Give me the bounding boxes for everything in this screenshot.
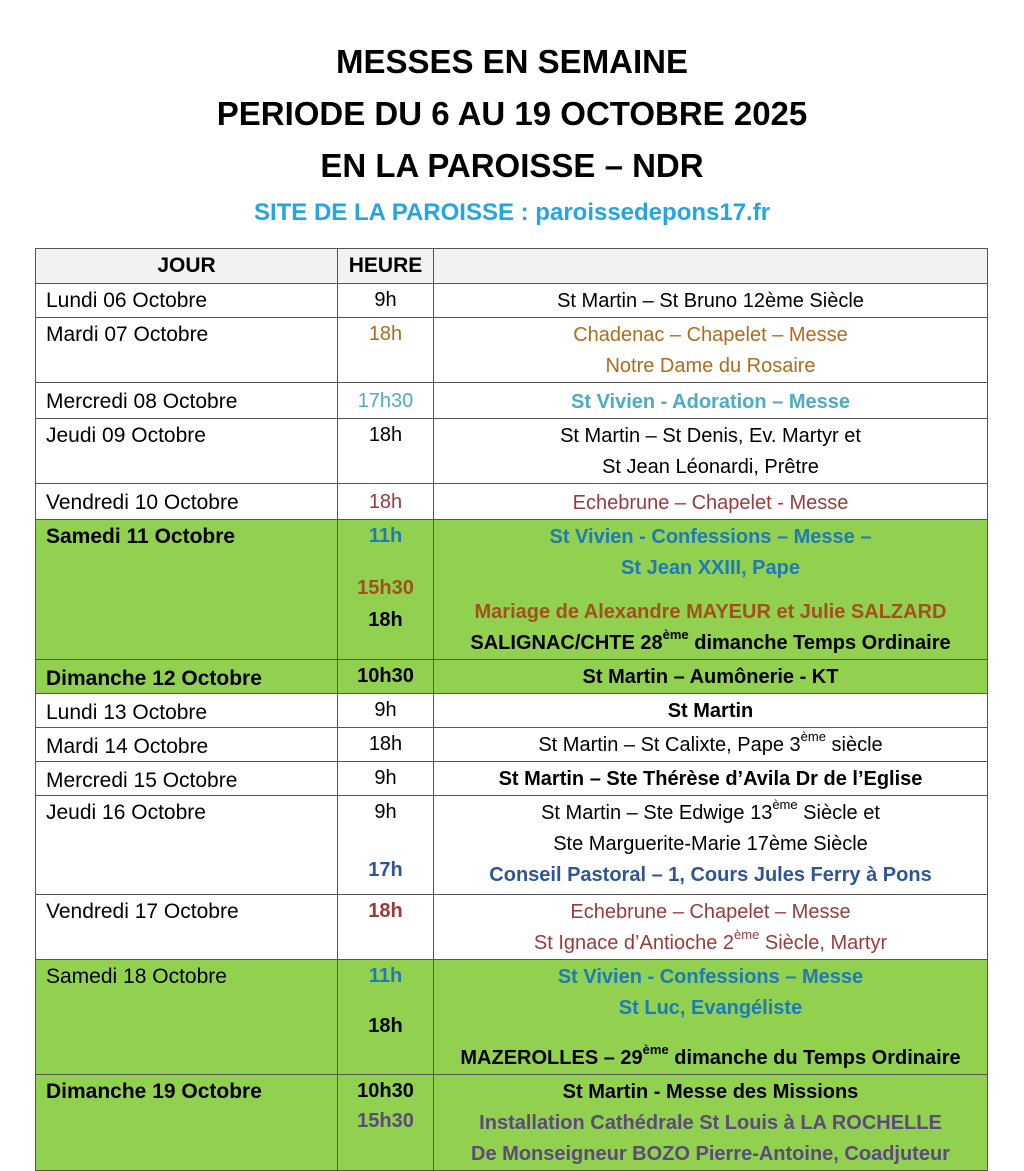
description-cell	[434, 796, 988, 895]
parish-title: EN LA PAROISSE – NDR	[320, 147, 704, 184]
description-line: St Martin	[667, 700, 754, 722]
schedule-row	[36, 762, 988, 796]
description-text: siècle	[825, 734, 883, 756]
schedule-row	[36, 660, 988, 694]
description-line: Notre Dame du Rosaire	[605, 355, 816, 377]
description-line	[434, 798, 987, 829]
schedule-row	[36, 694, 988, 728]
description-cell	[434, 419, 988, 484]
hour-cell	[338, 762, 434, 796]
hour-cell	[338, 484, 434, 520]
mass-time: 18h	[368, 491, 403, 513]
day-cell: Mercredi 08 Octobre	[36, 383, 338, 419]
description-line: St Martin – St Denis, Ev. Martyr et	[560, 425, 861, 447]
description-cell	[434, 895, 988, 960]
description-text: St Martin – St Calixte, Pape 3	[538, 734, 801, 756]
mass-time: 10h30	[357, 665, 414, 687]
hour-cell	[338, 960, 434, 1075]
description-line: St Martin – St Bruno 12ème Siècle	[557, 290, 864, 312]
schedule-row	[36, 520, 988, 660]
schedule-row	[36, 796, 988, 895]
day-cell: Mercredi 15 Octobre	[36, 762, 338, 796]
day-cell: Samedi 11 Octobre	[36, 520, 338, 660]
description-line	[434, 1043, 987, 1074]
mass-time: 18h	[368, 733, 403, 755]
hour-cell	[338, 1075, 434, 1171]
table-header-row	[36, 249, 988, 284]
description-cell	[434, 318, 988, 383]
description-line: St Jean XXIII, Pape	[621, 557, 800, 579]
description-line	[434, 730, 987, 761]
description-line: St Luc, Evangéliste	[618, 997, 803, 1019]
description-line: Chadenac – Chapelet – Messe	[573, 324, 848, 346]
description-text: St Ignace d’Antioche 2	[533, 932, 735, 954]
schedule-row	[36, 484, 988, 520]
day-cell: Mardi 14 Octobre	[36, 728, 338, 762]
description-line: Installation Cathédrale St Louis à LA ROCHELLE	[479, 1112, 942, 1134]
description-line: Conseil Pastoral – 1, Cours Jules Ferry à Pons	[489, 864, 932, 886]
mass-time: 11h	[368, 525, 403, 547]
schedule-row	[36, 419, 988, 484]
description-line: Echebrune – Chapelet - Messe	[572, 492, 849, 514]
hour-cell	[338, 520, 434, 660]
description-text: MAZEROLLES – 29	[460, 1047, 643, 1069]
hour-cell	[338, 694, 434, 728]
day-cell: Samedi 18 Octobre	[36, 960, 338, 1075]
hour-cell	[338, 796, 434, 895]
description-cell	[434, 694, 988, 728]
mass-time: 9h	[374, 767, 397, 789]
hour-cell	[338, 383, 434, 419]
description-line: St Vivien - Confessions – Messe –	[549, 526, 872, 548]
mass-time: 18h	[368, 424, 403, 446]
description-line: St Martin - Messe des Missions	[562, 1081, 859, 1103]
mass-time: 9h	[374, 801, 397, 823]
mass-time: 15h30	[357, 1110, 414, 1132]
description-cell	[434, 728, 988, 762]
hour-cell	[338, 284, 434, 318]
hour-cell	[338, 318, 434, 383]
description-cell	[434, 960, 988, 1075]
schedule-row	[36, 318, 988, 383]
mass-schedule-table	[35, 248, 988, 1171]
column-header-day: JOUR	[36, 249, 338, 284]
period-title: PERIODE DU 6 AU 19 OCTOBRE 2025	[216, 95, 808, 132]
mass-time: 18h	[368, 323, 403, 345]
day-cell: Mardi 07 Octobre	[36, 318, 338, 383]
description-line: St Martin – Ste Thérèse d’Avila Dr de l’Eglise	[498, 768, 923, 790]
day-cell: Vendredi 10 Octobre	[36, 484, 338, 520]
day-cell: Lundi 13 Octobre	[36, 694, 338, 728]
column-header-hour: HEURE	[338, 249, 434, 284]
description-text: dimanche du Temps Ordinaire	[668, 1047, 961, 1069]
description-line: Echebrune – Chapelet – Messe	[570, 901, 851, 923]
description-cell	[434, 1075, 988, 1171]
description-line	[434, 928, 987, 959]
hour-cell	[338, 660, 434, 694]
description-text: Siècle, Martyr	[759, 932, 888, 954]
mass-time: 9h	[374, 289, 397, 311]
mass-time: 17h	[368, 859, 403, 881]
page-title: MESSES EN SEMAINE	[335, 43, 689, 80]
mass-time: 11h	[368, 965, 403, 987]
day-cell: Dimanche 12 Octobre	[36, 660, 338, 694]
description-line: St Jean Léonardi, Prêtre	[602, 456, 819, 478]
description-line: De Monseigneur BOZO Pierre-Antoine, Coadjuteur	[471, 1143, 950, 1165]
day-cell: Jeudi 16 Octobre	[36, 796, 338, 895]
mass-time: 9h	[374, 699, 397, 721]
description-line: St Martin – Aumônerie - KT	[582, 666, 839, 688]
mass-time: 18h	[368, 1015, 403, 1037]
title-block	[0, 36, 1024, 230]
schedule-row	[36, 895, 988, 960]
day-cell: Dimanche 19 Octobre	[36, 1075, 338, 1171]
description-cell	[434, 284, 988, 318]
ordinal-suffix: ème	[642, 1042, 669, 1058]
description-text: dimanche Temps Ordinaire	[688, 632, 951, 654]
description-cell	[434, 660, 988, 694]
ordinal-suffix: ème	[772, 797, 798, 813]
mass-time: 10h30	[357, 1080, 414, 1102]
description-line: Mariage de Alexandre MAYEUR et Julie SALZARD	[474, 601, 947, 623]
schedule-row	[36, 728, 988, 762]
mass-time: 17h30	[357, 390, 414, 412]
ordinal-suffix: ème	[734, 927, 760, 943]
ordinal-suffix: ème	[800, 729, 826, 745]
description-line	[434, 628, 987, 659]
day-cell: Lundi 06 Octobre	[36, 284, 338, 318]
column-header-description	[434, 249, 988, 284]
description-line: St Vivien - Confessions – Messe	[557, 966, 864, 988]
day-cell: Jeudi 09 Octobre	[36, 419, 338, 484]
description-text: SALIGNAC/CHTE 28	[470, 632, 663, 654]
mass-time: 18h	[368, 900, 403, 922]
description-line: Ste Marguerite-Marie 17ème Siècle	[553, 833, 868, 855]
description-text: St Martin – Ste Edwige 13	[541, 802, 773, 824]
day-cell: Vendredi 17 Octobre	[36, 895, 338, 960]
description-cell	[434, 762, 988, 796]
parish-website-link[interactable]: SITE DE LA PAROISSE : paroissedepons17.fr	[253, 199, 771, 226]
schedule-row	[36, 960, 988, 1075]
schedule-row	[36, 1075, 988, 1171]
hour-cell	[338, 895, 434, 960]
description-text: Siècle et	[797, 802, 880, 824]
description-cell	[434, 383, 988, 419]
description-cell	[434, 484, 988, 520]
mass-time: 18h	[368, 609, 403, 631]
schedule-row	[36, 284, 988, 318]
description-cell	[434, 520, 988, 660]
ordinal-suffix: ème	[662, 627, 689, 643]
hour-cell	[338, 419, 434, 484]
hour-cell	[338, 728, 434, 762]
mass-time: 15h30	[357, 577, 414, 599]
schedule-row	[36, 383, 988, 419]
description-line: St Vivien - Adoration – Messe	[571, 391, 850, 413]
